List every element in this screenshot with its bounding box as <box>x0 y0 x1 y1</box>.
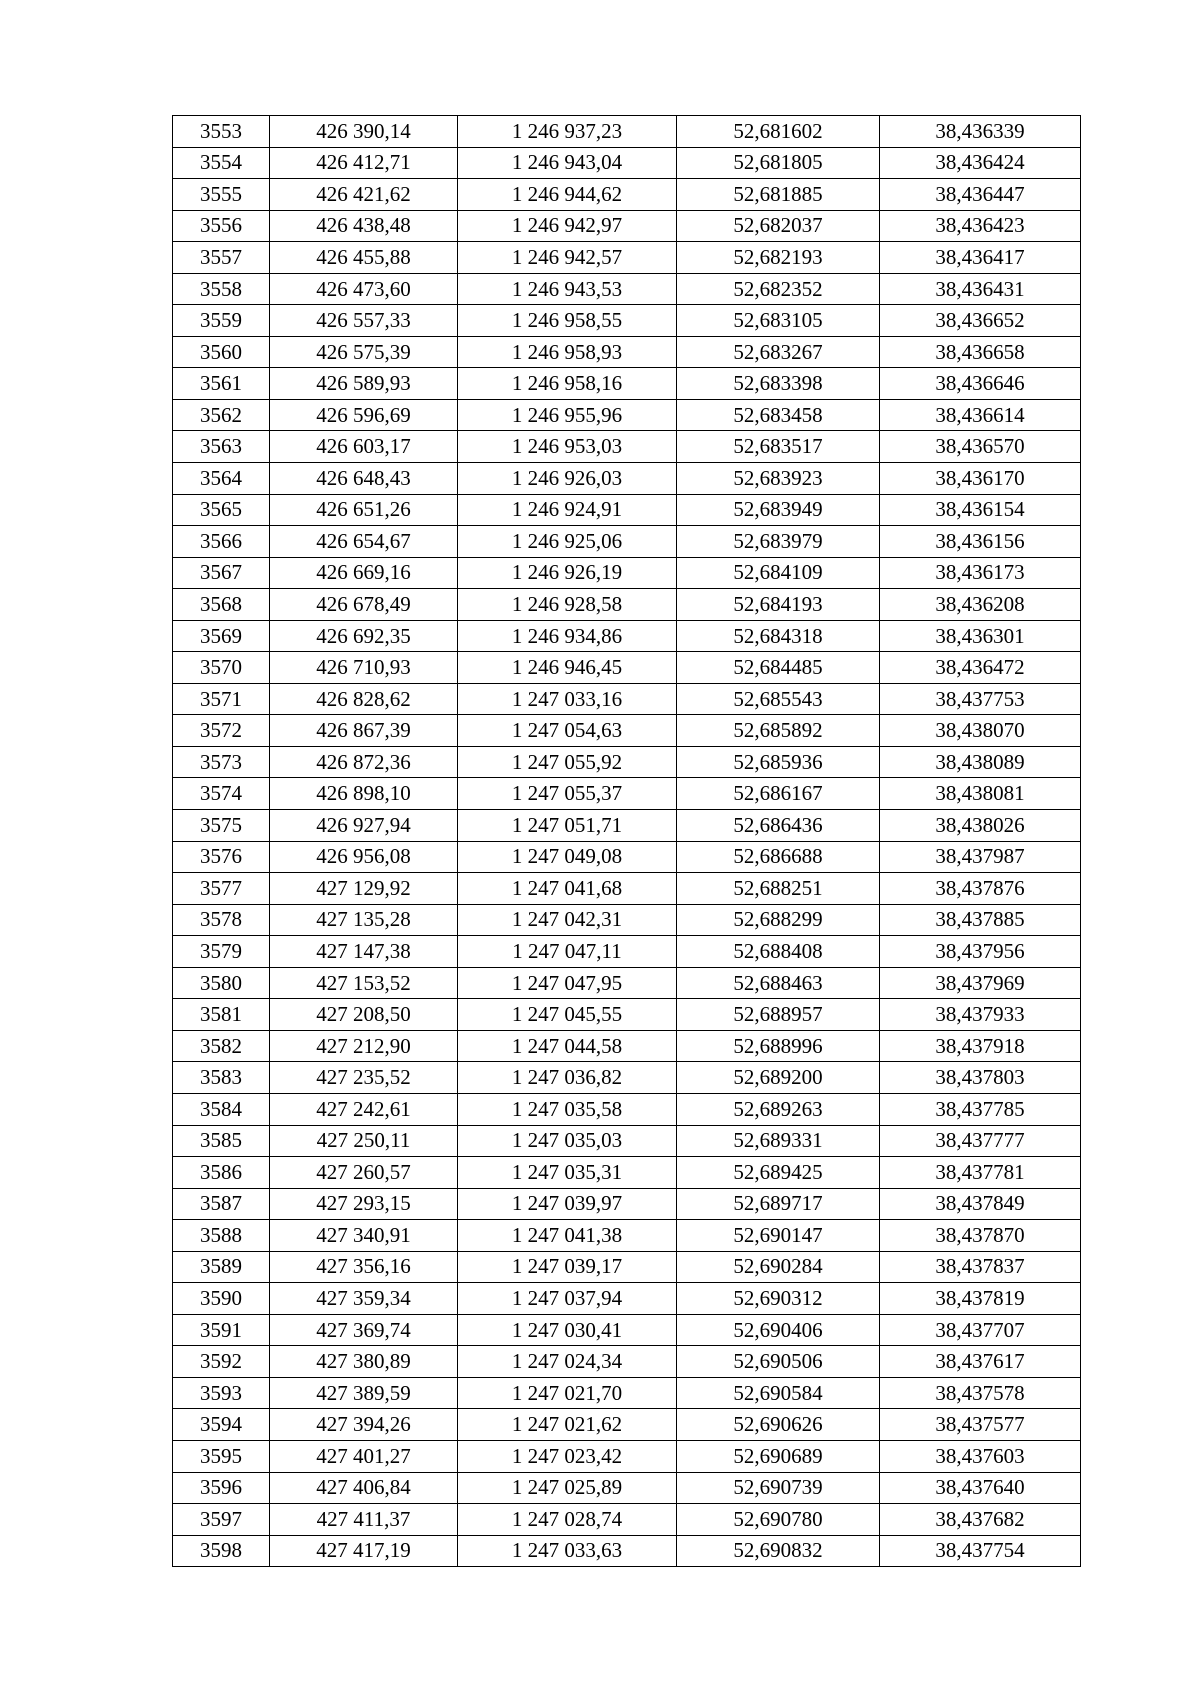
table-row <box>173 1157 1081 1189</box>
y-coordinate-cell: 1 246 958,16 <box>458 368 677 400</box>
longitude-cell: 38,436424 <box>880 147 1081 179</box>
x-coordinate-cell: 427 212,90 <box>270 1030 458 1062</box>
x-coordinate-cell: 426 603,17 <box>270 431 458 463</box>
table-row <box>173 967 1081 999</box>
x-coordinate-cell: 426 710,93 <box>270 652 458 684</box>
latitude-cell: 52,689200 <box>677 1062 880 1094</box>
y-coordinate-cell: 1 247 021,62 <box>458 1409 677 1441</box>
y-coordinate-cell: 1 246 953,03 <box>458 431 677 463</box>
latitude-cell: 52,683923 <box>677 463 880 495</box>
table-row <box>173 116 1081 148</box>
table-row <box>173 1504 1081 1536</box>
table-row <box>173 841 1081 873</box>
x-coordinate-cell: 427 235,52 <box>270 1062 458 1094</box>
latitude-cell: 52,683398 <box>677 368 880 400</box>
point-number-cell: 3568 <box>173 589 270 621</box>
table-row <box>173 1283 1081 1315</box>
longitude-cell: 38,437819 <box>880 1283 1081 1315</box>
point-number-cell: 3553 <box>173 116 270 148</box>
longitude-cell: 38,437578 <box>880 1377 1081 1409</box>
longitude-cell: 38,437956 <box>880 936 1081 968</box>
y-coordinate-cell: 1 246 943,53 <box>458 273 677 305</box>
y-coordinate-cell: 1 247 055,37 <box>458 778 677 810</box>
table-row <box>173 494 1081 526</box>
x-coordinate-cell: 426 956,08 <box>270 841 458 873</box>
latitude-cell: 52,688996 <box>677 1030 880 1062</box>
latitude-cell: 52,684109 <box>677 557 880 589</box>
longitude-cell: 38,436154 <box>880 494 1081 526</box>
longitude-cell: 38,437933 <box>880 999 1081 1031</box>
x-coordinate-cell: 426 872,36 <box>270 746 458 778</box>
latitude-cell: 52,688299 <box>677 904 880 936</box>
point-number-cell: 3554 <box>173 147 270 179</box>
longitude-cell: 38,436431 <box>880 273 1081 305</box>
latitude-cell: 52,688957 <box>677 999 880 1031</box>
table-row <box>173 620 1081 652</box>
x-coordinate-cell: 427 135,28 <box>270 904 458 936</box>
table-row <box>173 273 1081 305</box>
latitude-cell: 52,689331 <box>677 1125 880 1157</box>
point-number-cell: 3579 <box>173 936 270 968</box>
table-row <box>173 810 1081 842</box>
latitude-cell: 52,689425 <box>677 1157 880 1189</box>
y-coordinate-cell: 1 246 925,06 <box>458 526 677 558</box>
table-row <box>173 1314 1081 1346</box>
latitude-cell: 52,690506 <box>677 1346 880 1378</box>
table-row <box>173 652 1081 684</box>
y-coordinate-cell: 1 246 946,45 <box>458 652 677 684</box>
table-row <box>173 1220 1081 1252</box>
point-number-cell: 3598 <box>173 1535 270 1567</box>
x-coordinate-cell: 427 417,19 <box>270 1535 458 1567</box>
x-coordinate-cell: 426 654,67 <box>270 526 458 558</box>
x-coordinate-cell: 427 340,91 <box>270 1220 458 1252</box>
longitude-cell: 38,436658 <box>880 336 1081 368</box>
point-number-cell: 3584 <box>173 1093 270 1125</box>
latitude-cell: 52,686436 <box>677 810 880 842</box>
longitude-cell: 38,437885 <box>880 904 1081 936</box>
longitude-cell: 38,438070 <box>880 715 1081 747</box>
table-row <box>173 368 1081 400</box>
table-row <box>173 179 1081 211</box>
point-number-cell: 3562 <box>173 399 270 431</box>
latitude-cell: 52,682193 <box>677 242 880 274</box>
table-row <box>173 336 1081 368</box>
y-coordinate-cell: 1 247 039,17 <box>458 1251 677 1283</box>
point-number-cell: 3571 <box>173 683 270 715</box>
x-coordinate-cell: 426 589,93 <box>270 368 458 400</box>
y-coordinate-cell: 1 247 033,16 <box>458 683 677 715</box>
y-coordinate-cell: 1 247 054,63 <box>458 715 677 747</box>
latitude-cell: 52,688463 <box>677 967 880 999</box>
longitude-cell: 38,436472 <box>880 652 1081 684</box>
point-number-cell: 3593 <box>173 1377 270 1409</box>
table-row <box>173 147 1081 179</box>
point-number-cell: 3577 <box>173 873 270 905</box>
point-number-cell: 3569 <box>173 620 270 652</box>
y-coordinate-cell: 1 247 037,94 <box>458 1283 677 1315</box>
y-coordinate-cell: 1 246 955,96 <box>458 399 677 431</box>
x-coordinate-cell: 427 356,16 <box>270 1251 458 1283</box>
table-row <box>173 242 1081 274</box>
latitude-cell: 52,686688 <box>677 841 880 873</box>
y-coordinate-cell: 1 247 033,63 <box>458 1535 677 1567</box>
y-coordinate-cell: 1 247 047,11 <box>458 936 677 968</box>
latitude-cell: 52,683949 <box>677 494 880 526</box>
longitude-cell: 38,436173 <box>880 557 1081 589</box>
y-coordinate-cell: 1 246 944,62 <box>458 179 677 211</box>
y-coordinate-cell: 1 247 035,58 <box>458 1093 677 1125</box>
latitude-cell: 52,684318 <box>677 620 880 652</box>
y-coordinate-cell: 1 247 051,71 <box>458 810 677 842</box>
point-number-cell: 3573 <box>173 746 270 778</box>
point-number-cell: 3594 <box>173 1409 270 1441</box>
latitude-cell: 52,684193 <box>677 589 880 621</box>
longitude-cell: 38,437753 <box>880 683 1081 715</box>
y-coordinate-cell: 1 247 039,97 <box>458 1188 677 1220</box>
point-number-cell: 3585 <box>173 1125 270 1157</box>
longitude-cell: 38,437918 <box>880 1030 1081 1062</box>
latitude-cell: 52,686167 <box>677 778 880 810</box>
latitude-cell: 52,688251 <box>677 873 880 905</box>
x-coordinate-cell: 426 473,60 <box>270 273 458 305</box>
y-coordinate-cell: 1 246 924,91 <box>458 494 677 526</box>
x-coordinate-cell: 426 596,69 <box>270 399 458 431</box>
longitude-cell: 38,436570 <box>880 431 1081 463</box>
table-row <box>173 1125 1081 1157</box>
x-coordinate-cell: 427 250,11 <box>270 1125 458 1157</box>
y-coordinate-cell: 1 247 055,92 <box>458 746 677 778</box>
y-coordinate-cell: 1 246 942,97 <box>458 210 677 242</box>
longitude-cell: 38,437785 <box>880 1093 1081 1125</box>
longitude-cell: 38,437870 <box>880 1220 1081 1252</box>
x-coordinate-cell: 427 359,34 <box>270 1283 458 1315</box>
latitude-cell: 52,690780 <box>677 1504 880 1536</box>
table-row <box>173 746 1081 778</box>
longitude-cell: 38,437803 <box>880 1062 1081 1094</box>
longitude-cell: 38,436170 <box>880 463 1081 495</box>
point-number-cell: 3589 <box>173 1251 270 1283</box>
table-row <box>173 526 1081 558</box>
x-coordinate-cell: 426 678,49 <box>270 589 458 621</box>
latitude-cell: 52,685892 <box>677 715 880 747</box>
y-coordinate-cell: 1 247 025,89 <box>458 1472 677 1504</box>
table-row <box>173 305 1081 337</box>
longitude-cell: 38,436614 <box>880 399 1081 431</box>
longitude-cell: 38,438089 <box>880 746 1081 778</box>
latitude-cell: 52,684485 <box>677 652 880 684</box>
table-row <box>173 778 1081 810</box>
table-row <box>173 715 1081 747</box>
latitude-cell: 52,683267 <box>677 336 880 368</box>
point-number-cell: 3592 <box>173 1346 270 1378</box>
latitude-cell: 52,685936 <box>677 746 880 778</box>
latitude-cell: 52,690832 <box>677 1535 880 1567</box>
longitude-cell: 38,437754 <box>880 1535 1081 1567</box>
point-number-cell: 3564 <box>173 463 270 495</box>
point-number-cell: 3587 <box>173 1188 270 1220</box>
latitude-cell: 52,682037 <box>677 210 880 242</box>
point-number-cell: 3588 <box>173 1220 270 1252</box>
longitude-cell: 38,437876 <box>880 873 1081 905</box>
x-coordinate-cell: 427 394,26 <box>270 1409 458 1441</box>
y-coordinate-cell: 1 246 958,55 <box>458 305 677 337</box>
latitude-cell: 52,689263 <box>677 1093 880 1125</box>
y-coordinate-cell: 1 247 023,42 <box>458 1440 677 1472</box>
table-row <box>173 1188 1081 1220</box>
x-coordinate-cell: 426 898,10 <box>270 778 458 810</box>
table-row <box>173 873 1081 905</box>
x-coordinate-cell: 427 260,57 <box>270 1157 458 1189</box>
latitude-cell: 52,690284 <box>677 1251 880 1283</box>
point-number-cell: 3590 <box>173 1283 270 1315</box>
longitude-cell: 38,436339 <box>880 116 1081 148</box>
table-row <box>173 683 1081 715</box>
y-coordinate-cell: 1 246 937,23 <box>458 116 677 148</box>
point-number-cell: 3576 <box>173 841 270 873</box>
table-row <box>173 431 1081 463</box>
x-coordinate-cell: 426 438,48 <box>270 210 458 242</box>
point-number-cell: 3555 <box>173 179 270 211</box>
y-coordinate-cell: 1 247 028,74 <box>458 1504 677 1536</box>
longitude-cell: 38,436423 <box>880 210 1081 242</box>
latitude-cell: 52,688408 <box>677 936 880 968</box>
point-number-cell: 3558 <box>173 273 270 305</box>
point-number-cell: 3582 <box>173 1030 270 1062</box>
table-row <box>173 936 1081 968</box>
table-row <box>173 1535 1081 1567</box>
x-coordinate-cell: 426 651,26 <box>270 494 458 526</box>
y-coordinate-cell: 1 247 042,31 <box>458 904 677 936</box>
longitude-cell: 38,437969 <box>880 967 1081 999</box>
latitude-cell: 52,683105 <box>677 305 880 337</box>
point-number-cell: 3559 <box>173 305 270 337</box>
x-coordinate-cell: 426 390,14 <box>270 116 458 148</box>
y-coordinate-cell: 1 247 045,55 <box>458 999 677 1031</box>
x-coordinate-cell: 427 411,37 <box>270 1504 458 1536</box>
x-coordinate-cell: 427 380,89 <box>270 1346 458 1378</box>
y-coordinate-cell: 1 246 934,86 <box>458 620 677 652</box>
table-row <box>173 1472 1081 1504</box>
latitude-cell: 52,683517 <box>677 431 880 463</box>
x-coordinate-cell: 426 557,33 <box>270 305 458 337</box>
point-number-cell: 3563 <box>173 431 270 463</box>
y-coordinate-cell: 1 247 036,82 <box>458 1062 677 1094</box>
x-coordinate-cell: 426 412,71 <box>270 147 458 179</box>
point-number-cell: 3565 <box>173 494 270 526</box>
x-coordinate-cell: 427 406,84 <box>270 1472 458 1504</box>
point-number-cell: 3597 <box>173 1504 270 1536</box>
y-coordinate-cell: 1 246 926,03 <box>458 463 677 495</box>
table-row <box>173 1093 1081 1125</box>
latitude-cell: 52,690312 <box>677 1283 880 1315</box>
longitude-cell: 38,436447 <box>880 179 1081 211</box>
y-coordinate-cell: 1 247 035,03 <box>458 1125 677 1157</box>
point-number-cell: 3581 <box>173 999 270 1031</box>
coordinates-table <box>172 115 1081 1567</box>
y-coordinate-cell: 1 246 943,04 <box>458 147 677 179</box>
table-row <box>173 1030 1081 1062</box>
x-coordinate-cell: 427 153,52 <box>270 967 458 999</box>
point-number-cell: 3574 <box>173 778 270 810</box>
longitude-cell: 38,437577 <box>880 1409 1081 1441</box>
table-row <box>173 399 1081 431</box>
longitude-cell: 38,437682 <box>880 1504 1081 1536</box>
longitude-cell: 38,437617 <box>880 1346 1081 1378</box>
latitude-cell: 52,690406 <box>677 1314 880 1346</box>
y-coordinate-cell: 1 247 044,58 <box>458 1030 677 1062</box>
point-number-cell: 3566 <box>173 526 270 558</box>
x-coordinate-cell: 427 242,61 <box>270 1093 458 1125</box>
y-coordinate-cell: 1 247 021,70 <box>458 1377 677 1409</box>
point-number-cell: 3595 <box>173 1440 270 1472</box>
x-coordinate-cell: 426 455,88 <box>270 242 458 274</box>
y-coordinate-cell: 1 246 942,57 <box>458 242 677 274</box>
y-coordinate-cell: 1 247 030,41 <box>458 1314 677 1346</box>
table-row <box>173 904 1081 936</box>
x-coordinate-cell: 426 828,62 <box>270 683 458 715</box>
table-row <box>173 210 1081 242</box>
point-number-cell: 3586 <box>173 1157 270 1189</box>
point-number-cell: 3557 <box>173 242 270 274</box>
longitude-cell: 38,437640 <box>880 1472 1081 1504</box>
x-coordinate-cell: 427 147,38 <box>270 936 458 968</box>
y-coordinate-cell: 1 246 958,93 <box>458 336 677 368</box>
table-row <box>173 1377 1081 1409</box>
longitude-cell: 38,436652 <box>880 305 1081 337</box>
x-coordinate-cell: 426 575,39 <box>270 336 458 368</box>
x-coordinate-cell: 427 369,74 <box>270 1314 458 1346</box>
point-number-cell: 3567 <box>173 557 270 589</box>
latitude-cell: 52,683458 <box>677 399 880 431</box>
point-number-cell: 3591 <box>173 1314 270 1346</box>
y-coordinate-cell: 1 247 047,95 <box>458 967 677 999</box>
latitude-cell: 52,689717 <box>677 1188 880 1220</box>
longitude-cell: 38,436208 <box>880 589 1081 621</box>
longitude-cell: 38,436156 <box>880 526 1081 558</box>
latitude-cell: 52,681805 <box>677 147 880 179</box>
latitude-cell: 52,683979 <box>677 526 880 558</box>
latitude-cell: 52,685543 <box>677 683 880 715</box>
y-coordinate-cell: 1 247 041,38 <box>458 1220 677 1252</box>
y-coordinate-cell: 1 247 049,08 <box>458 841 677 873</box>
point-number-cell: 3561 <box>173 368 270 400</box>
table-row <box>173 1440 1081 1472</box>
longitude-cell: 38,437849 <box>880 1188 1081 1220</box>
latitude-cell: 52,690147 <box>677 1220 880 1252</box>
table-row <box>173 589 1081 621</box>
point-number-cell: 3560 <box>173 336 270 368</box>
longitude-cell: 38,438026 <box>880 810 1081 842</box>
table-row <box>173 999 1081 1031</box>
longitude-cell: 38,437781 <box>880 1157 1081 1189</box>
y-coordinate-cell: 1 246 926,19 <box>458 557 677 589</box>
x-coordinate-cell: 426 648,43 <box>270 463 458 495</box>
point-number-cell: 3583 <box>173 1062 270 1094</box>
latitude-cell: 52,690626 <box>677 1409 880 1441</box>
x-coordinate-cell: 426 867,39 <box>270 715 458 747</box>
longitude-cell: 38,436646 <box>880 368 1081 400</box>
coordinates-table-body <box>173 116 1081 1567</box>
point-number-cell: 3575 <box>173 810 270 842</box>
table-row <box>173 1251 1081 1283</box>
longitude-cell: 38,438081 <box>880 778 1081 810</box>
longitude-cell: 38,437603 <box>880 1440 1081 1472</box>
x-coordinate-cell: 427 208,50 <box>270 999 458 1031</box>
y-coordinate-cell: 1 246 928,58 <box>458 589 677 621</box>
x-coordinate-cell: 427 389,59 <box>270 1377 458 1409</box>
point-number-cell: 3556 <box>173 210 270 242</box>
latitude-cell: 52,682352 <box>677 273 880 305</box>
y-coordinate-cell: 1 247 041,68 <box>458 873 677 905</box>
point-number-cell: 3580 <box>173 967 270 999</box>
latitude-cell: 52,681602 <box>677 116 880 148</box>
point-number-cell: 3578 <box>173 904 270 936</box>
longitude-cell: 38,437837 <box>880 1251 1081 1283</box>
latitude-cell: 52,690739 <box>677 1472 880 1504</box>
x-coordinate-cell: 427 401,27 <box>270 1440 458 1472</box>
latitude-cell: 52,681885 <box>677 179 880 211</box>
longitude-cell: 38,436301 <box>880 620 1081 652</box>
latitude-cell: 52,690584 <box>677 1377 880 1409</box>
table-row <box>173 1409 1081 1441</box>
x-coordinate-cell: 427 293,15 <box>270 1188 458 1220</box>
x-coordinate-cell: 427 129,92 <box>270 873 458 905</box>
table-row <box>173 557 1081 589</box>
latitude-cell: 52,690689 <box>677 1440 880 1472</box>
y-coordinate-cell: 1 247 035,31 <box>458 1157 677 1189</box>
y-coordinate-cell: 1 247 024,34 <box>458 1346 677 1378</box>
table-row <box>173 463 1081 495</box>
x-coordinate-cell: 426 421,62 <box>270 179 458 211</box>
table-row <box>173 1062 1081 1094</box>
table-row <box>173 1346 1081 1378</box>
longitude-cell: 38,436417 <box>880 242 1081 274</box>
point-number-cell: 3596 <box>173 1472 270 1504</box>
longitude-cell: 38,437707 <box>880 1314 1081 1346</box>
longitude-cell: 38,437777 <box>880 1125 1081 1157</box>
x-coordinate-cell: 426 692,35 <box>270 620 458 652</box>
x-coordinate-cell: 426 927,94 <box>270 810 458 842</box>
point-number-cell: 3572 <box>173 715 270 747</box>
longitude-cell: 38,437987 <box>880 841 1081 873</box>
x-coordinate-cell: 426 669,16 <box>270 557 458 589</box>
point-number-cell: 3570 <box>173 652 270 684</box>
